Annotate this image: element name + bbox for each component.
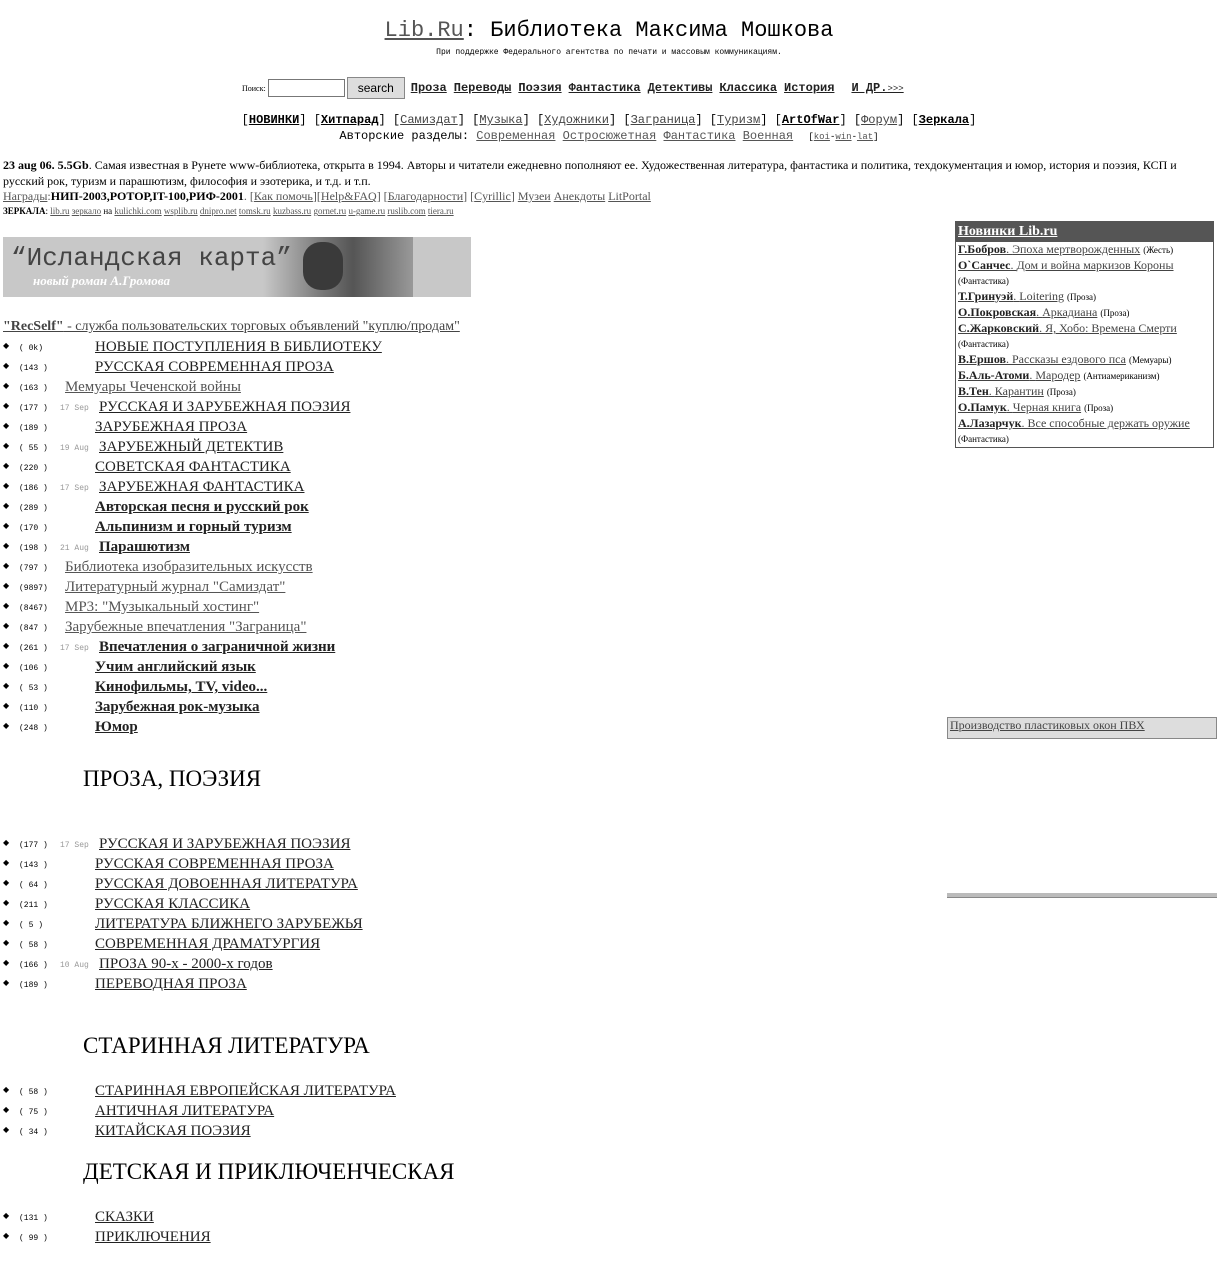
bullet-icon: ◆ (3, 641, 10, 650)
news-header (956, 222, 1213, 242)
bullet-icon: ◆ (3, 858, 10, 867)
mirrors-line: ЗЕРКАЛА: lib.ru зеркало на kulichki.com wsplib.ru dnipro.net tomsk.ru kuzbass.ru gornet.ru u-game.ru ruslib.com tiera.ru (3, 206, 454, 216)
item-link-wrap (95, 719, 138, 736)
bullet-icon: ◆ (3, 681, 10, 690)
item-link[interactable]: АНТИЧНАЯ ЛИТЕРАТУРА (95, 1103, 275, 1119)
news-genre: (Мемуары) (1128, 355, 1172, 365)
item-link-wrap (65, 559, 313, 576)
item-count: ( 0k) (19, 344, 44, 353)
item-date: 17 Sep (60, 841, 89, 850)
genre-nav-link[interactable]: Переводы (453, 81, 512, 95)
genre-nav-link[interactable]: Поэзия (518, 81, 562, 95)
item-link-wrap (95, 499, 309, 516)
item-link[interactable]: Впечатления о заграничной жизни (99, 639, 336, 655)
item-link[interactable]: Кинофильмы, TV, video... (95, 679, 268, 695)
bullet-icon: ◆ (3, 661, 10, 670)
mirror-link[interactable]: u-game.ru (348, 206, 386, 216)
news-item-link[interactable]: Г.Бобров. Эпоха мертворожденных (958, 242, 1141, 256)
bullet-icon: ◆ (3, 501, 10, 510)
mirror-link[interactable]: tomsk.ru (238, 206, 271, 216)
news-genre: (Антиамериканизм) (1083, 371, 1160, 381)
nav-samizdat[interactable]: Самиздат (400, 113, 458, 127)
search-label: Поиск: (242, 83, 266, 93)
item-link-wrap (99, 836, 350, 853)
item-link[interactable]: ЗАРУБЕЖНАЯ ПРОЗА (95, 419, 248, 435)
item-link-wrap (95, 519, 292, 536)
item-date: 21 Aug (60, 544, 89, 553)
news-item (956, 305, 1213, 321)
item-link-wrap (65, 599, 259, 616)
news-item (956, 242, 1213, 258)
item-link[interactable]: ПРИКЛЮЧЕНИЯ (95, 1229, 211, 1245)
nav-novinki[interactable]: НОВИНКИ (248, 113, 300, 127)
item-link[interactable]: РУССКАЯ И ЗАРУБЕЖНАЯ ПОЭЗИЯ (99, 836, 351, 852)
title-colon: : (463, 18, 477, 43)
news-title: Черная книга (1012, 400, 1082, 414)
news-title: Все способные держать оружие (1027, 416, 1190, 430)
news-author: О.Покровская (958, 305, 1037, 319)
bullet-icon: ◆ (3, 421, 10, 430)
item-link-wrap (99, 399, 350, 416)
news-item-link[interactable]: А.Лазарчук. Все способные держать оружие (958, 416, 1190, 430)
news-genre: (Фантастика) (958, 339, 1009, 349)
site-name: Библиотека Максима Мошкова (490, 18, 834, 43)
item-link[interactable]: ЗАРУБЕЖНАЯ ФАНТАСТИКА (99, 479, 305, 495)
news-item-link[interactable]: О`Санчес. Дом и война маркизов Короны (958, 258, 1174, 272)
bullet-icon: ◆ (3, 958, 10, 967)
item-link-wrap (95, 679, 267, 696)
item-count: (8467) (19, 604, 48, 613)
bullet-icon: ◆ (3, 481, 10, 490)
encoding-lat[interactable]: lat (856, 132, 874, 142)
help-link[interactable]: Как помочь (253, 189, 313, 203)
item-date: 19 Aug (60, 444, 89, 453)
recself-text: - служба пользовательских торговых объявлений "куплю/продам" (63, 319, 460, 334)
jokes-link[interactable]: Анекдоты (553, 189, 606, 203)
awards-link[interactable]: Награды (3, 189, 48, 203)
banner-portrait (303, 242, 343, 290)
item-link[interactable]: ПЕРЕВОДНАЯ ПРОЗА (95, 976, 247, 992)
bullet-icon: ◆ (3, 898, 10, 907)
genre-nav-more-arrow: >>> (887, 84, 904, 94)
item-count: (248 ) (19, 724, 48, 733)
news-genre: (Фантастика) (958, 276, 1009, 286)
news-item (956, 258, 1213, 289)
item-link-wrap (95, 876, 358, 893)
awards-line: Награды:НИП-2003,РОТОР,IT-100,РИФ-2001. [Как помочь][Help&FAQ] [Благодарности] [Cyrillic] Музеи Анекдоты LitPortal (3, 189, 651, 203)
item-count: (220 ) (19, 464, 48, 473)
thanks-link[interactable]: Благодарности (387, 189, 464, 203)
mirror-link[interactable]: kulichki.com (114, 206, 162, 216)
item-count: (211 ) (19, 901, 48, 910)
bullet-icon: ◆ (3, 461, 10, 470)
item-count: ( 34 ) (19, 1128, 48, 1137)
author-section-link[interactable]: Фантастика (663, 129, 736, 143)
item-link-wrap (95, 699, 260, 716)
genre-nav (411, 81, 904, 95)
mirror-link[interactable]: dnipro.net (199, 206, 237, 216)
genre-nav-more-label: И ДР. (851, 81, 888, 95)
item-link-wrap (95, 659, 256, 676)
news-title: Рассказы ездового пса (1012, 352, 1126, 366)
intro-text (3, 157, 1203, 189)
item-count: ( 64 ) (19, 881, 48, 890)
mirrors-label: ЗЕРКАЛА (3, 206, 46, 216)
item-link-wrap (95, 419, 247, 436)
item-link-wrap (99, 479, 304, 496)
news-item-link[interactable]: В.Тен. Карантин (958, 384, 1044, 398)
author-sections-label: Авторские разделы: (339, 129, 470, 143)
nav-hudozhniki[interactable]: Художники (544, 113, 609, 127)
search-button[interactable]: search (347, 77, 405, 99)
news-item (956, 384, 1213, 400)
section-heading: ПРОЗА, ПОЭЗИЯ (83, 766, 262, 791)
item-link-wrap (99, 639, 335, 656)
recself-line (3, 319, 460, 335)
news-author: В.Тен (958, 384, 989, 398)
item-link[interactable]: Литературный журнал "Самиздат" (65, 579, 286, 595)
news-item (956, 352, 1213, 368)
item-count: ( 58 ) (19, 941, 48, 950)
item-count: ( 5 ) (19, 921, 44, 930)
genre-nav-link[interactable]: Классика (719, 81, 778, 95)
item-link-wrap (95, 1103, 274, 1120)
news-item-link[interactable]: В.Ершов. Рассказы ездового пса (958, 352, 1126, 366)
news-title: Дом и война маркизов Короны (1016, 258, 1174, 272)
bullet-icon: ◆ (3, 1105, 10, 1114)
ad-link[interactable]: Производство пластиковых окон ПВХ (950, 718, 1145, 732)
item-link-wrap (65, 379, 241, 396)
item-link[interactable]: СКАЗКИ (95, 1209, 154, 1225)
item-link[interactable]: MP3: "Музыкальный хостинг" (65, 599, 260, 615)
bullet-icon: ◆ (3, 381, 10, 390)
bullet-icon: ◆ (3, 561, 10, 570)
item-count: ( 53 ) (19, 684, 48, 693)
search-input[interactable] (268, 79, 345, 97)
intro-body: . Самая известная в Рунете www-библиотека, открыта в 1994. Авторы и читатели ежедневно пополняют ее. Художественная литература, фантастика и политика, техдокументация и юмор, история и поэзия, КСП и русский рок, туризм и парашютизм, философия и эзотерика, и т.д. и т.п. (3, 158, 1177, 188)
news-item (956, 321, 1213, 352)
item-link[interactable]: Библиотека изобразительных искусств (65, 559, 313, 575)
item-link[interactable]: РУССКАЯ СОВРЕМЕННАЯ ПРОЗА (95, 856, 334, 872)
mirror-link[interactable]: зеркало (71, 206, 102, 216)
section-heading: ДЕТСКАЯ И ПРИКЛЮЧЕНЧЕСКАЯ (83, 1159, 455, 1184)
news-item-link[interactable]: Т.Гринуэй. Loitering (958, 289, 1064, 303)
cyrillic-link[interactable]: Cyrillic (474, 189, 511, 203)
item-count: (170 ) (19, 524, 48, 533)
intro-date: 23 aug 06. 5.5Gb (3, 158, 89, 172)
site-home-link[interactable]: Lib.Ru (384, 18, 464, 43)
item-link-wrap (65, 579, 285, 596)
mirror-on: на (103, 206, 113, 216)
item-link[interactable]: РУССКАЯ КЛАССИКА (95, 896, 251, 912)
item-date: 10 Aug (60, 961, 89, 970)
item-count: (106 ) (19, 664, 48, 673)
item-link-wrap (95, 976, 247, 993)
author-section-link[interactable]: Остросюжетная (562, 129, 657, 143)
item-link-wrap (95, 459, 291, 476)
genre-nav-more[interactable] (851, 81, 903, 95)
mirror-link[interactable]: wsplib.ru (163, 206, 198, 216)
item-link-wrap (99, 539, 190, 556)
item-link[interactable]: Парашютизм (99, 539, 190, 555)
section-nav: [НОВИНКИ] [Хитпарад] [Самиздат] [Музыка] [Художники] [Заграница] [Туризм] [ArtOfWar] [Форум] [Зеркала] (241, 113, 977, 127)
item-link[interactable]: ПРОЗА 90-х - 2000-х годов (99, 956, 273, 972)
nav-zerkala[interactable]: Зеркала (918, 113, 970, 127)
item-count: (189 ) (19, 424, 48, 433)
item-link[interactable]: ЗАРУБЕЖНЫЙ ДЕТЕКТИВ (99, 439, 284, 455)
item-count: (189 ) (19, 981, 48, 990)
item-link[interactable]: РУССКАЯ И ЗАРУБЕЖНАЯ ПОЭЗИЯ (99, 399, 351, 415)
bullet-icon: ◆ (3, 1211, 10, 1220)
news-title: Эпоха мертворожденных (1012, 242, 1141, 256)
news-genre: (Проза) (1066, 292, 1096, 302)
section-heading: СТАРИННАЯ ЛИТЕРАТУРА (83, 1033, 370, 1058)
item-link-wrap (99, 956, 273, 973)
bullet-icon: ◆ (3, 441, 10, 450)
litportal-link[interactable]: LitPortal (608, 189, 651, 203)
item-link-wrap (95, 1083, 396, 1100)
item-link-wrap (95, 1229, 211, 1246)
news-author: С.Жарковский (958, 321, 1040, 335)
genre-nav-link[interactable]: Проза (410, 81, 447, 95)
news-item-link[interactable]: Б.Аль-Атоми. Мародер (958, 368, 1081, 382)
news-item (956, 400, 1213, 416)
news-item (956, 289, 1213, 305)
author-sections (0, 129, 1218, 143)
nav-muzyka[interactable]: Музыка (479, 113, 523, 127)
item-count: (177 ) (19, 404, 48, 413)
news-author: В.Ершов (958, 352, 1006, 366)
site-title (0, 18, 1218, 43)
news-item (956, 368, 1213, 384)
search-bar (242, 77, 904, 99)
bullet-icon: ◆ (3, 541, 10, 550)
item-link[interactable]: Авторская песня и русский рок (95, 499, 309, 515)
bullet-icon: ◆ (3, 601, 10, 610)
item-link-wrap (95, 896, 250, 913)
item-link[interactable]: Зарубежные впечатления "Заграница" (65, 619, 307, 635)
item-count: (177 ) (19, 841, 48, 850)
item-link[interactable]: Учим английский язык (95, 659, 256, 675)
bullet-icon: ◆ (3, 521, 10, 530)
awards-list: НИП-2003,РОТОР,IT-100,РИФ-2001 (50, 189, 244, 203)
news-genre: (Проза) (1100, 308, 1130, 318)
news-item-link[interactable]: О.Памук. Черная книга (958, 400, 1082, 414)
bullet-icon: ◆ (3, 978, 10, 987)
item-count: ( 75 ) (19, 1108, 48, 1117)
item-link[interactable]: СТАРИННАЯ ЕВРОПЕЙСКАЯ ЛИТЕРАТУРА (95, 1083, 396, 1099)
news-author: О`Санчес (958, 258, 1011, 272)
item-link-wrap (95, 856, 334, 873)
genre-nav-link[interactable]: История (784, 81, 835, 95)
news-author: Б.Аль-Атоми (958, 368, 1030, 382)
item-link[interactable]: КИТАЙСКАЯ ПОЭЗИЯ (95, 1123, 251, 1139)
bullet-icon: ◆ (3, 701, 10, 710)
bullet-icon: ◆ (3, 721, 10, 730)
item-count: (289 ) (19, 504, 48, 513)
nav-hitparad[interactable]: Хитпарад (320, 113, 379, 127)
news-author: Г.Бобров (958, 242, 1007, 256)
bullet-icon: ◆ (3, 581, 10, 590)
item-link[interactable]: Мемуары Чеченской войны (65, 379, 241, 395)
item-count: (797 ) (19, 564, 48, 573)
novel-banner[interactable] (3, 237, 471, 297)
item-count: ( 58 ) (19, 1088, 48, 1097)
news-genre: (Проза) (1046, 387, 1076, 397)
bullet-icon: ◆ (3, 878, 10, 887)
item-date: 17 Sep (60, 404, 89, 413)
encoding-win[interactable]: win (835, 132, 852, 142)
news-title: Карантин (994, 384, 1044, 398)
mirror-link[interactable]: gornet.ru (313, 206, 347, 216)
encoding-koi[interactable]: koi (813, 132, 830, 142)
bullet-icon: ◆ (3, 1125, 10, 1134)
item-count: (163 ) (19, 384, 48, 393)
mirror-link[interactable]: ruslib.com (387, 206, 426, 216)
news-title: Мародер (1035, 368, 1081, 382)
item-link-wrap (99, 439, 283, 456)
bullet-icon: ◆ (3, 621, 10, 630)
news-genre: (Проза) (1084, 403, 1114, 413)
item-count: (198 ) (19, 544, 48, 553)
nav-turizm[interactable]: Туризм (717, 113, 761, 127)
news-genre: (Фантастика) (958, 434, 1009, 444)
item-link[interactable]: Зарубежная рок-музыка (95, 699, 260, 715)
bullet-icon: ◆ (3, 401, 10, 410)
encoding-switch: [koi-win-lat] (808, 132, 879, 142)
item-link[interactable]: РУССКАЯ ДОВОЕННАЯ ЛИТЕРАТУРА (95, 876, 358, 892)
banner-title: “Исландская карта” (11, 243, 292, 273)
item-link[interactable]: РУССКАЯ СОВРЕМЕННАЯ ПРОЗА (95, 359, 334, 375)
item-count: (261 ) (19, 644, 48, 653)
news-item (956, 416, 1213, 447)
faq-link[interactable]: Help&FAQ (320, 189, 377, 203)
news-author: О.Памук (958, 400, 1007, 414)
item-count: (143 ) (19, 861, 48, 870)
item-link[interactable]: НОВЫЕ ПОСТУПЛЕНИЯ В БИБЛИОТЕКУ (95, 339, 382, 355)
item-link-wrap (95, 359, 334, 376)
nav-zagranica[interactable]: Заграница (630, 113, 696, 127)
recself-name: "RecSelf" (3, 319, 64, 334)
item-link[interactable]: СОВРЕМЕННАЯ ДРАМАТУРГИЯ (95, 936, 321, 952)
item-link-wrap (95, 1123, 251, 1140)
news-box (955, 221, 1214, 448)
item-date: 17 Sep (60, 484, 89, 493)
bullet-icon: ◆ (3, 938, 10, 947)
item-count: (186 ) (19, 484, 48, 493)
bullet-icon: ◆ (3, 918, 10, 927)
item-link-wrap (95, 1209, 154, 1226)
item-link-wrap (95, 916, 363, 933)
item-count: ( 55 ) (19, 444, 48, 453)
bullet-icon: ◆ (3, 341, 10, 350)
nav-forum[interactable]: Форум (861, 113, 898, 127)
item-count: (847 ) (19, 624, 48, 633)
item-link[interactable]: Альпинизм и горный туризм (95, 519, 292, 535)
item-count: (143 ) (19, 364, 48, 373)
news-title: Аркадиана (1042, 305, 1098, 319)
item-count: (110 ) (19, 704, 48, 713)
site-subtitle: При поддержке Федерального агентства по печати и массовым коммуникациям. (436, 48, 782, 57)
item-count: (131 ) (19, 1214, 48, 1223)
item-link-wrap (65, 619, 306, 636)
bullet-icon: ◆ (3, 838, 10, 847)
item-link[interactable]: СОВЕТСКАЯ ФАНТАСТИКА (95, 459, 291, 475)
genre-nav-link[interactable]: Фантастика (568, 81, 641, 95)
news-title-link[interactable]: Новинки Lib.ru (958, 224, 1058, 239)
genre-nav-link[interactable]: Детективы (647, 81, 713, 95)
news-author: Т.Гринуэй (958, 289, 1014, 303)
author-section-link[interactable]: Современная (476, 129, 556, 143)
item-count: ( 99 ) (19, 1234, 48, 1243)
mirror-link[interactable]: tiera.ru (427, 206, 454, 216)
banner-subtitle: новый роман А.Громова (33, 273, 170, 288)
ad-box (947, 717, 1217, 739)
news-genre: (Жесть) (1143, 245, 1174, 255)
item-link-wrap (95, 936, 320, 953)
bullet-icon: ◆ (3, 361, 10, 370)
recself-link[interactable] (3, 319, 460, 334)
mirror-link[interactable]: kuzbass.ru (272, 206, 312, 216)
news-author: А.Лазарчук (958, 416, 1022, 430)
author-section-link[interactable]: Военная (742, 129, 794, 143)
mirror-link[interactable]: lib.ru (50, 206, 70, 216)
news-item-link[interactable]: О.Покровская. Аркадиана (958, 305, 1098, 319)
item-date: 17 Sep (60, 644, 89, 653)
news-item-link[interactable]: С.Жарковский. Я, Хобо: Времена Смерти (958, 321, 1177, 335)
item-count: (166 ) (19, 961, 48, 970)
museums-link[interactable]: Музеи (517, 189, 551, 203)
item-link[interactable]: ЛИТЕРАТУРА БЛИЖНЕГО ЗАРУБЕЖЬЯ (95, 916, 363, 932)
bullet-icon: ◆ (3, 1085, 10, 1094)
item-link[interactable]: Юмор (95, 719, 138, 735)
item-count: (9897) (19, 584, 48, 593)
bullet-icon: ◆ (3, 1231, 10, 1240)
divider (947, 893, 1217, 898)
news-title: Я, Хобо: Времена Смерти (1045, 321, 1177, 335)
nav-artofwar[interactable]: ArtOfWar (781, 113, 840, 127)
item-link-wrap (95, 339, 382, 356)
news-title: Loitering (1019, 289, 1064, 303)
